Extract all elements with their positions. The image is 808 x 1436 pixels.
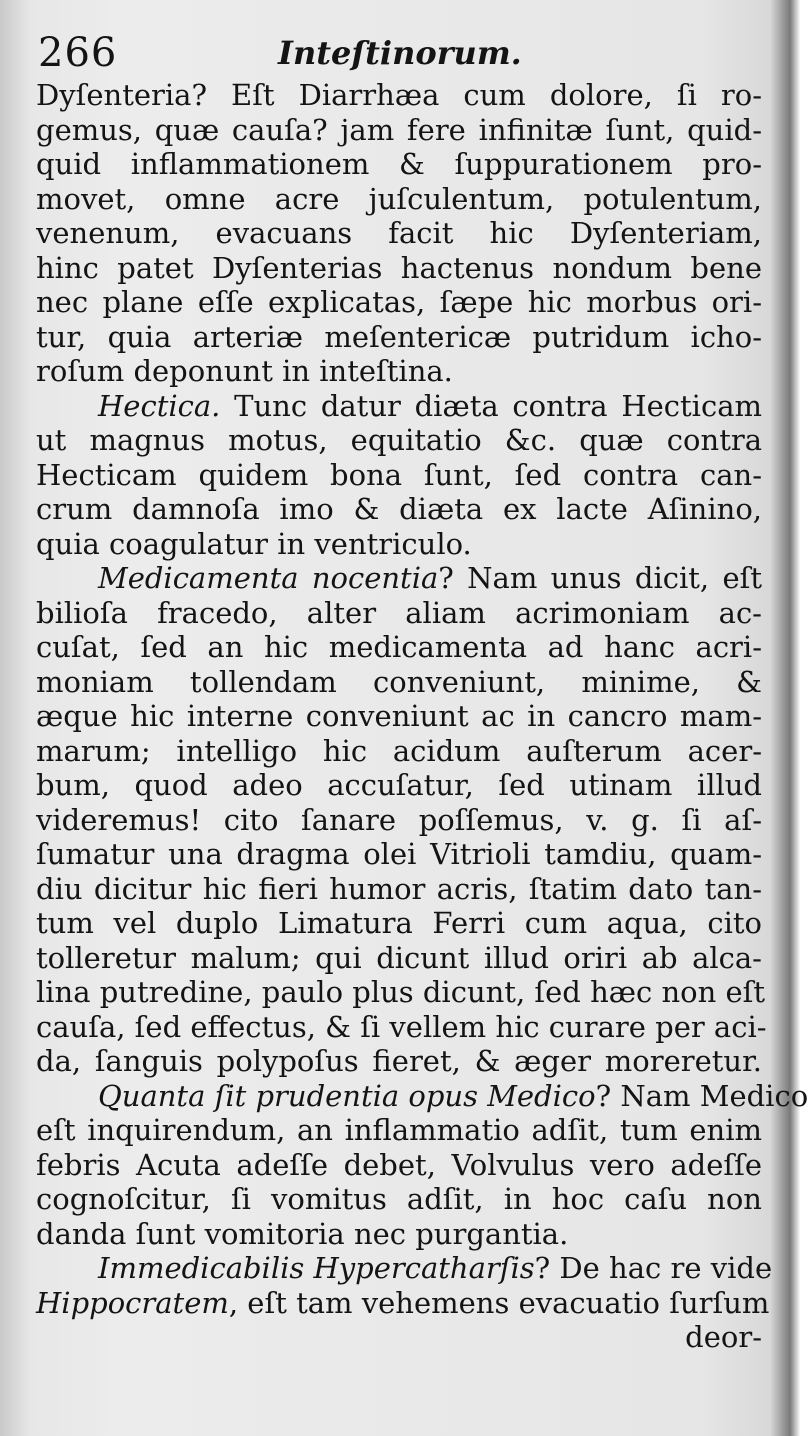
italic-text: Medicamenta nocentia — [98, 561, 439, 595]
text-segment: gemus, quæ cauſa? jam fere infinitæ ſunt, quid- — [36, 112, 762, 147]
text-line — [36, 1044, 762, 1079]
text-segment: bum, quod adeo accuſatur, ſed utinam illud — [36, 768, 762, 802]
text-line — [36, 1078, 808, 1114]
body-text — [36, 78, 808, 1355]
text-segment: marum; intelligo hic acidum auſterum acer- — [36, 733, 762, 768]
text-line — [36, 1148, 762, 1183]
italic-text: Hectica. — [98, 388, 221, 423]
text-segment: tum vel duplo Limatura Ferri cum aqua, cito — [36, 906, 762, 940]
text-line — [36, 182, 762, 217]
text-segment: da, ſanguis polypoſus fieret, & æger moreretur. — [36, 1044, 762, 1078]
text-line — [36, 975, 766, 1010]
italic-text: Quanta ſit prudentia opus Medico — [98, 1078, 596, 1113]
text-segment: quid inflammationem & ſuppurationem pro- — [36, 147, 762, 181]
text-segment: ſumatur una dragma olei Vitrioli tamdiu, quam- — [36, 837, 762, 871]
text-line — [36, 872, 762, 907]
text-segment: ? De hac re vide — [534, 1251, 773, 1285]
page-header — [38, 28, 758, 78]
text-segment: , eſt tam vehemens evacuatio ſurſum — [228, 1285, 770, 1320]
text-line — [36, 1217, 762, 1252]
text-segment: hinc patet Dyſenterias hactenus nondum bene — [36, 250, 762, 285]
text-line — [36, 1182, 762, 1217]
text-line — [36, 527, 762, 562]
text-segment: danda ſunt vomitoria nec purgantia. — [36, 1216, 569, 1251]
text-line — [36, 630, 762, 665]
text-line — [36, 1285, 770, 1321]
text-segment: ut magnus motus, equitatio &c. quæ contra — [36, 423, 762, 457]
text-segment: Dyſenteria? Eſt Diarrhæa cum dolore, ſi ro- — [36, 78, 762, 112]
text-line — [36, 837, 762, 872]
text-segment: tolleretur malum; qui dicunt illud oriri ab alca- — [36, 940, 762, 975]
text-line — [36, 561, 762, 596]
text-segment: quia coagulatur in ventriculo. — [36, 526, 472, 561]
text-line — [36, 492, 762, 527]
italic-text: Immedicabilis Hypercatharſis — [98, 1251, 535, 1285]
text-segment: deor- — [685, 1320, 762, 1354]
running-head: Inteſtinorum. — [278, 34, 522, 72]
text-line — [36, 941, 762, 976]
text-segment: nec plane eſſe explicatas, ſæpe hic morbus ori- — [36, 285, 762, 319]
text-segment: videremus! cito ſanare poſſemus, v. g. ſi aſ- — [36, 802, 762, 837]
text-line — [36, 147, 762, 182]
text-line — [36, 665, 762, 700]
text-line — [36, 803, 762, 838]
text-segment: venenum, evacuans facit hic Dyſenteriam, — [36, 216, 762, 250]
text-segment: ? Nam unus dicit, eſt — [438, 561, 762, 595]
text-line — [36, 216, 762, 251]
text-segment: eſt inquirendum, an inflammatio adſit, tum enim — [36, 1113, 762, 1147]
text-line — [36, 389, 762, 424]
text-line — [36, 320, 762, 355]
text-line — [36, 734, 762, 769]
text-line — [36, 251, 762, 286]
text-segment: febris Acuta adeſſe debet, Volvulus vero adeſſe — [36, 1147, 762, 1182]
text-segment: roſum deponunt in inteſtina. — [36, 354, 453, 388]
text-segment: æque hic interne conveniunt ac in cancro mam- — [36, 699, 762, 733]
text-line — [36, 1251, 773, 1286]
text-segment: Tunc datur diæta contra Hecticam — [220, 388, 762, 423]
page-number: 266 — [38, 30, 118, 76]
text-segment: crum damnoſa imo & diæta ex lacte Aſinino, — [36, 492, 762, 526]
text-segment: bilioſa fracedo, alter aliam acrimoniam ac- — [36, 595, 762, 630]
text-segment: movet, omne acre juſculentum, potulentum, — [36, 181, 762, 216]
text-line — [36, 906, 762, 941]
text-line — [36, 768, 762, 803]
text-line — [36, 354, 762, 389]
italic-text: Hippocratem — [36, 1285, 229, 1320]
text-line — [36, 78, 762, 113]
text-line — [36, 1009, 767, 1045]
text-line — [36, 458, 762, 493]
text-line — [36, 285, 762, 320]
text-line — [36, 1320, 762, 1355]
text-segment: moniam tollendam conveniunt, minime, & — [36, 664, 762, 699]
text-line — [36, 596, 762, 631]
text-segment: cuſat, ſed an hic medicamenta ad hanc acri- — [36, 630, 762, 664]
text-line — [36, 113, 762, 148]
text-segment: cauſa, ſed effectus, & ſi vellem hic curare per aci- — [36, 1009, 767, 1044]
text-line — [36, 1113, 762, 1148]
text-segment: cognoſcitur, ſi vomitus adſit, in hoc caſu non — [36, 1182, 762, 1216]
text-segment: ? Nam Medico — [595, 1078, 808, 1113]
text-line — [36, 423, 762, 458]
text-segment: diu dicitur hic fieri humor acris, ſtatim dato tan- — [36, 871, 762, 906]
text-segment: tur, quia arteriæ meſentericæ putridum icho- — [36, 319, 762, 354]
text-segment: Hecticam quidem bona ſunt, ſed contra can- — [36, 457, 762, 492]
text-line — [36, 699, 762, 734]
text-segment: lina putredine, paulo plus dicunt, ſed hæc non eſt — [36, 975, 766, 1009]
